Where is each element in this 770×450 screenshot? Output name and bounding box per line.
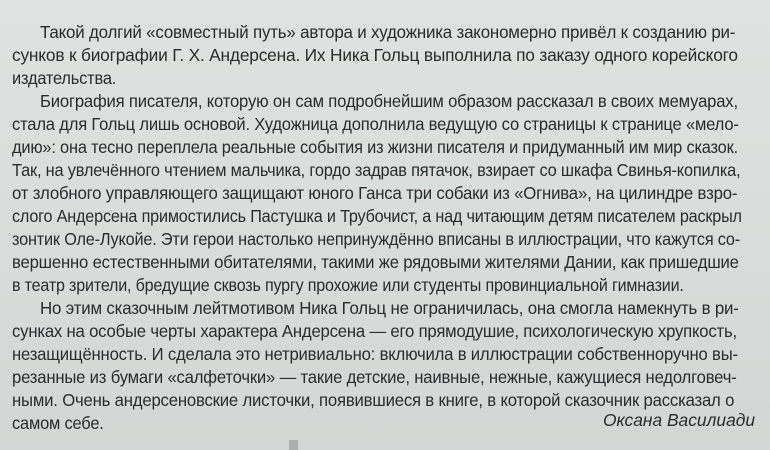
text-line: незащищённость. И сделала это нетривиально: включила в иллюстрации собственноручно вы- <box>12 344 738 364</box>
text-line: Так, на увлечённого чтением мальчика, гордо задрав пятачок, взирает со шкафа Свинья-копилка, <box>12 160 741 180</box>
text-line: Такой долгий «совместный путь» автора и художника закономерно привёл к созданию ри- <box>40 22 736 42</box>
text-line: в театр зрители, бредущие сквозь пургу прохожие или студенты провинциальной гимназии. <box>12 275 684 295</box>
text-line: дию»: она тесно переплела реальные события из жизни писателя и придуманный им мир сказок. <box>12 137 738 157</box>
text-line: ными. Очень андерсеновские листочки, появившиеся в книге, в которой сказочник рассказал о <box>12 390 735 410</box>
text-line: Биография писателя, которую он сам подробнейшим образом рассказал в своих мемуарах, <box>40 91 738 111</box>
text-line: от злобного управляющего защищают юного Ганса три собаки из «Огнива», на цилиндре взро- <box>12 183 738 203</box>
text-line: Но этим сказочным лейтмотивом Ника Гольц не ограничилась, она смогла намекнуть в ри- <box>40 298 739 318</box>
text-line: издательства. <box>12 68 117 88</box>
text-line: слого Андерсена примостились Пастушка и Трубочист, а над читающим детям писателем раскрыл <box>12 206 742 226</box>
text-line: сунках на особые черты характера Андерсена — его прямодушие, психологическую хрупкость, <box>12 321 737 341</box>
text-line: сунков к биографии Г. Х. Андерсена. Их Ника Гольц выполнила по заказу одного корейского <box>12 45 738 65</box>
author-signature: Оксана Василиади <box>603 410 756 430</box>
text-line: самом себе. <box>12 413 104 433</box>
text-line: резанные из бумаги «салфеточки» — такие детские, наивные, нежные, кажущиеся недолговеч- <box>12 367 737 387</box>
text-line: вершенно естественными обитателями, такими же рядовыми жителями Дании, как пришедшие <box>12 252 739 272</box>
page-mark <box>289 440 298 450</box>
text-line: стала для Гольц лишь основой. Художница дополнила ведущую со страницы к странице «мело- <box>12 114 739 134</box>
text-line: зонтик Оле-Лукойе. Эти герои настолько непринуждённо вписаны в иллюстрации, что кажутся со- <box>12 229 741 249</box>
